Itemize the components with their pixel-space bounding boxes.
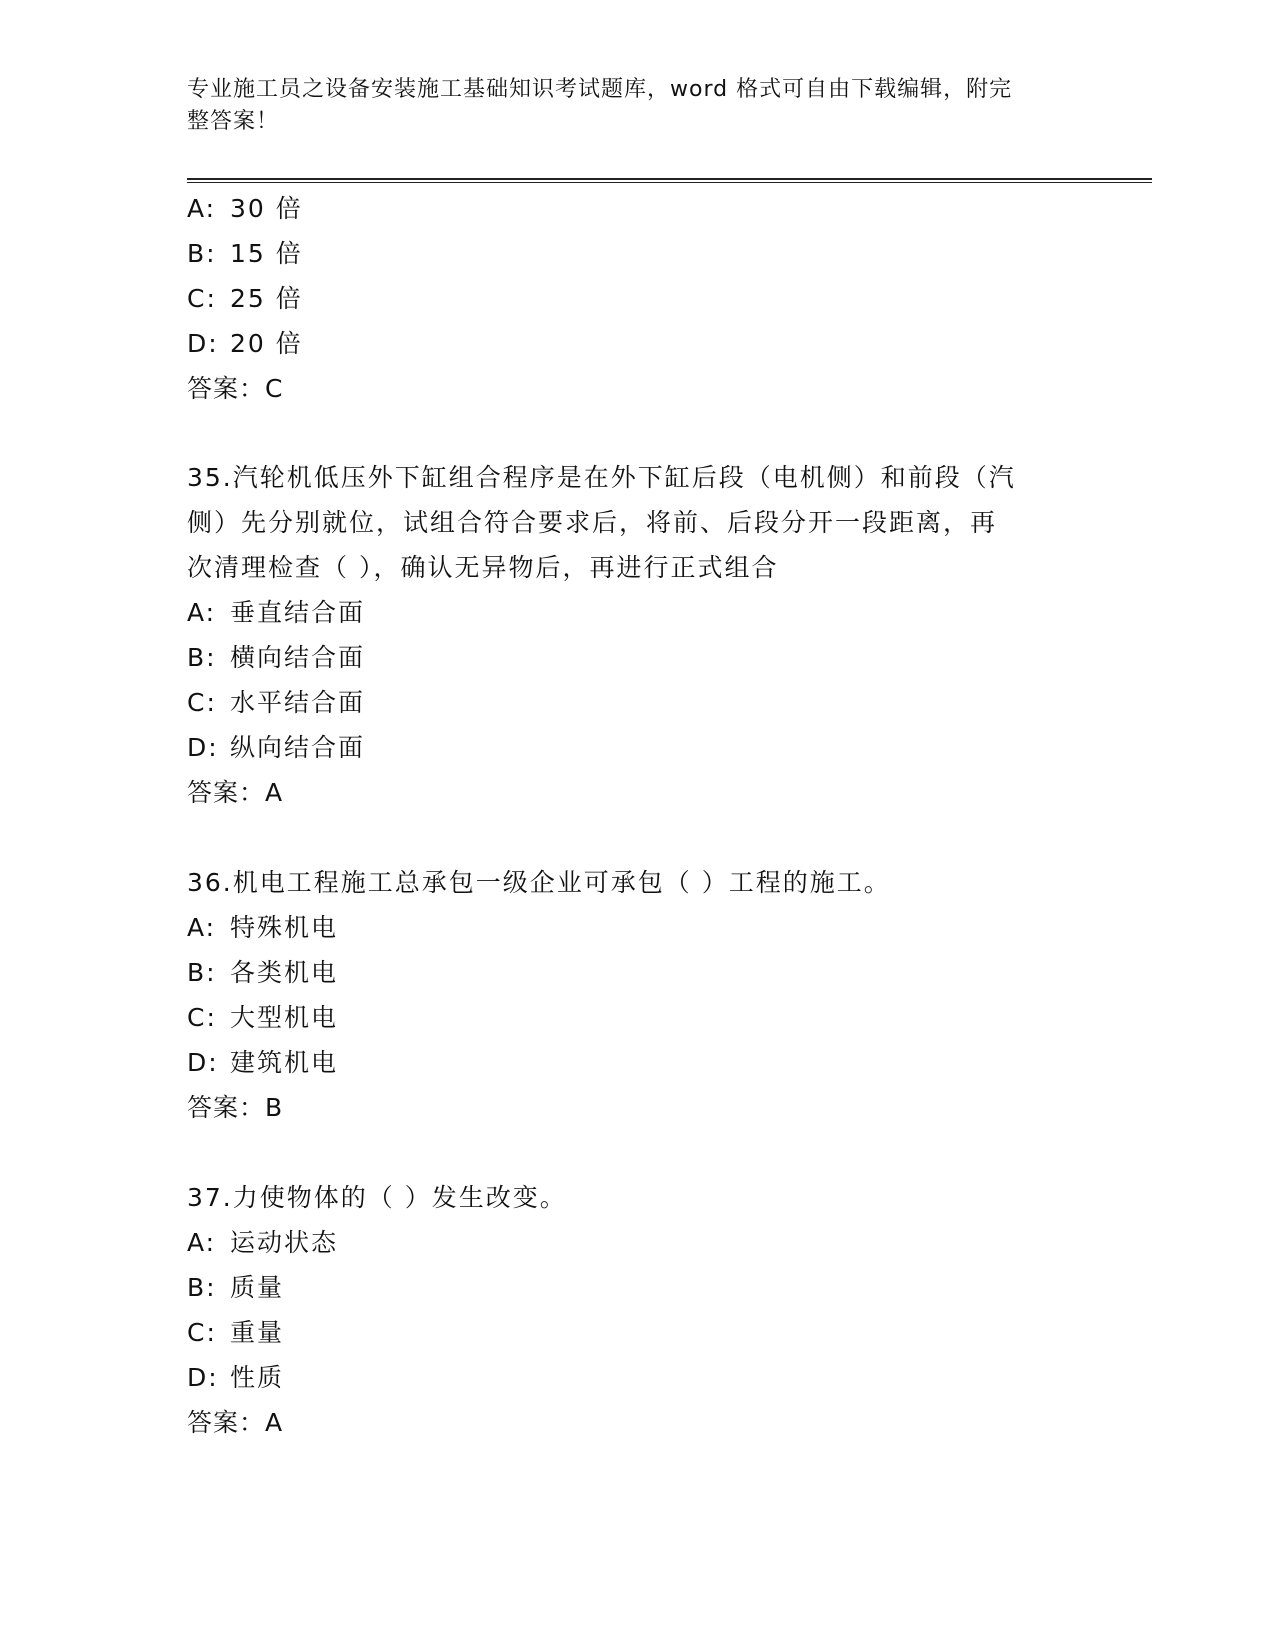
q37-answer: 答案：A	[187, 1408, 284, 1437]
q37-option-d: D: 性质	[187, 1363, 285, 1392]
header-divider-thin	[187, 182, 1152, 183]
q36-answer: 答案：B	[187, 1093, 284, 1122]
q35-option-b: B: 横向结合面	[187, 643, 366, 672]
q35-answer: 答案：A	[187, 778, 284, 807]
q35-stem-line-2: 侧）先分别就位，试组合符合要求后，将前、后段分开一段距离，再	[187, 508, 998, 537]
q35-stem-line-3: 次清理检查（ ），确认无异物后，再进行正式组合	[187, 553, 779, 582]
q37-option-c: C: 重量	[187, 1318, 285, 1347]
q37-option-a: A: 运动状态	[187, 1228, 339, 1257]
q37-option-b: B: 质量	[187, 1273, 285, 1302]
q36-option-b: B: 各类机电	[187, 958, 339, 987]
q34-option-c: C: 25 倍	[187, 284, 303, 313]
q36-stem-line-1: 36.机电工程施工总承包一级企业可承包（ ）工程的施工。	[187, 868, 891, 897]
q34-answer: 答案：C	[187, 374, 284, 403]
q36-option-c: C: 大型机电	[187, 1003, 339, 1032]
q35-option-c: C: 水平结合面	[187, 688, 366, 717]
q35-option-a: A: 垂直结合面	[187, 598, 366, 627]
q34-option-a: A: 30 倍	[187, 194, 303, 223]
q36-option-d: D: 建筑机电	[187, 1048, 339, 1077]
q34-option-d: D: 20 倍	[187, 329, 303, 358]
header-divider-thick	[187, 178, 1152, 180]
q34-option-b: B: 15 倍	[187, 239, 303, 268]
q37-stem-line-1: 37.力使物体的（ ）发生改变。	[187, 1183, 567, 1212]
document-header	[187, 74, 1067, 138]
q35-stem-line-1: 35.汽轮机低压外下缸组合程序是在外下缸后段（电机侧）和前段（汽	[187, 463, 1016, 492]
q36-option-a: A: 特殊机电	[187, 913, 339, 942]
header-line-2: 整答案！	[187, 109, 280, 134]
header-line-1: 专业施工员之设备安装施工基础知识考试题库，word 格式可自由下载编辑，附完	[187, 77, 1013, 102]
q35-option-d: D: 纵向结合面	[187, 733, 366, 762]
